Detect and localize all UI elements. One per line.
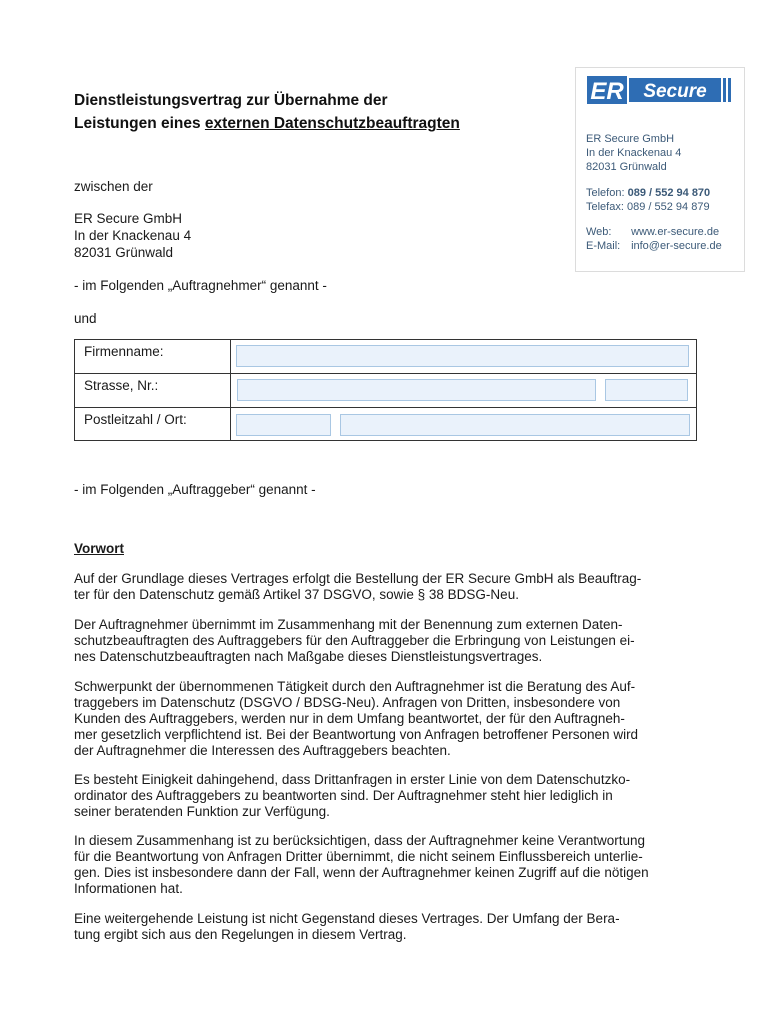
zip-input[interactable]: [236, 414, 331, 436]
info-phone-label: Telefon:: [586, 187, 625, 199]
paragraph-line: nes Datenschutzbeauftragten nach Maßgabe dieses Dienstleistungsvertrages.: [74, 649, 543, 664]
er-secure-logo: [587, 74, 735, 106]
document-title: [74, 89, 554, 135]
info-mail-label: E-Mail:: [586, 240, 621, 252]
paragraph-line: tung ergibt sich aus den Regelungen in diesem Vertrag.: [74, 927, 407, 942]
contractor-designation: - im Folgenden „Auftragnehmer“ genannt -: [74, 278, 327, 293]
and-word: und: [74, 311, 97, 326]
street-input[interactable]: [237, 379, 596, 401]
title-line-2: [74, 112, 554, 135]
preface-heading: Vorwort: [74, 541, 124, 556]
logo-text-er: ER: [590, 78, 624, 105]
info-phone-value: 089 / 552 94 870: [627, 187, 711, 199]
info-company: ER Secure GmbH: [586, 133, 675, 145]
preface-paragraph-4: [74, 772, 684, 820]
paragraph-line: traggebers im Datenschutz (DSGVO / BDSG-Neu). Anfragen von Dritten, insbesondere von: [74, 695, 621, 710]
street-label: Strasse, Nr.:: [84, 378, 159, 393]
company-info-box: [575, 67, 745, 272]
title-line-2-prefix: Leistungen eines: [74, 115, 205, 132]
contractor-name: ER Secure GmbH: [74, 211, 183, 226]
zip-city-label: Postleitzahl / Ort:: [84, 412, 187, 427]
info-mail-link[interactable]: info@er-secure.de: [631, 240, 722, 252]
house-number-input[interactable]: [605, 379, 688, 401]
info-street: In der Knackenau 4: [586, 147, 682, 159]
company-name-input[interactable]: [236, 345, 689, 367]
form-row-company: [75, 340, 696, 374]
info-fax-label: Telefax:: [586, 201, 624, 213]
paragraph-line: schutzbeauftragten des Auftraggebers für den Auftraggeber die Erbringung von Leistungen ei-: [74, 633, 635, 648]
logo-text-secure: Secure: [643, 81, 707, 102]
city-input[interactable]: [340, 414, 690, 436]
paragraph-line: Schwerpunkt der übernommenen Tätigkeit durch den Auftragnehmer ist die Beratung des Auf-: [74, 679, 636, 694]
contractor-city: 82031 Grünwald: [74, 245, 174, 260]
preface-paragraph-2: [74, 617, 684, 665]
preface-paragraph-6: [74, 911, 684, 943]
paragraph-line: mer gesetzlich verpflichtend ist. Bei der Beantwortung von Anfragen betroffener Personen wird: [74, 727, 639, 742]
paragraph-line: gen. Dies ist insbesondere dann der Fall, wenn der Auftragnehmer keinen Zugriff auf die nötigen: [74, 865, 649, 880]
paragraph-line: Kunden des Auftraggebers, werden nur in dem Umfang beantwortet, der für den Auftragneh-: [74, 711, 625, 726]
form-row-street: [75, 374, 696, 408]
preface-paragraph-5: [74, 833, 684, 897]
info-address: [586, 132, 681, 174]
paragraph-line: der Auftragnehmer die Interessen des Auftraggebers beachten.: [74, 743, 451, 758]
info-city: 82031 Grünwald: [586, 161, 667, 173]
paragraph-line: In diesem Zusammenhang ist zu berücksichtigen, dass der Auftragnehmer keine Verantwortung: [74, 833, 646, 848]
company-name-label: Firmenname:: [84, 344, 164, 359]
preface-paragraph-1: [74, 571, 684, 603]
paragraph-line: ordinator des Auftraggebers zu beantworten sind. Der Auftragnehmer steht hier lediglich in: [74, 788, 613, 803]
paragraph-line: für die Beantwortung von Anfragen Dritter übernimmt, die nicht seinem Einflussbereich unterlie-: [74, 849, 643, 864]
info-fax-value: 089 / 552 94 879: [626, 201, 710, 213]
info-web-label: Web:: [586, 226, 612, 238]
paragraph-line: ter für den Datenschutz gemäß Artikel 37 DSGVO, sowie § 38 BDSG-Neu.: [74, 587, 519, 602]
form-row-zip-city: [75, 408, 696, 441]
info-web-link[interactable]: www.er-secure.de: [631, 226, 720, 238]
paragraph-line: Der Auftragnehmer übernimmt im Zusammenhang mit der Benennung zum externen Daten-: [74, 617, 623, 632]
title-line-1: Dienstleistungsvertrag zur Übernahme der: [74, 92, 388, 109]
paragraph-line: Auf der Grundlage dieses Vertrages erfolgt die Bestellung der ER Secure GmbH als Beauftrag-: [74, 571, 642, 586]
paragraph-line: Eine weitergehende Leistung ist nicht Gegenstand dieses Vertrages. Der Umfang der Bera-: [74, 911, 620, 926]
contractor-address: [74, 210, 191, 261]
title-line-2-underlined: externen Datenschutzbeauftragten: [204, 115, 460, 132]
info-web-mail: [586, 225, 722, 253]
info-phone-fax: [586, 186, 710, 214]
paragraph-line: seiner beratenden Funktion zur Verfügung.: [74, 804, 330, 819]
preface-paragraph-3: [74, 679, 684, 759]
paragraph-line: Es besteht Einigkeit dahingehend, dass Drittanfragen in erster Linie von dem Datenschutzko-: [74, 772, 631, 787]
contractor-street: In der Knackenau 4: [74, 228, 192, 243]
paragraph-line: Informationen hat.: [74, 881, 183, 896]
client-designation: - im Folgenden „Auftraggeber“ genannt -: [74, 482, 316, 497]
client-form-table: [74, 339, 697, 441]
intro-text: zwischen der: [74, 179, 153, 194]
